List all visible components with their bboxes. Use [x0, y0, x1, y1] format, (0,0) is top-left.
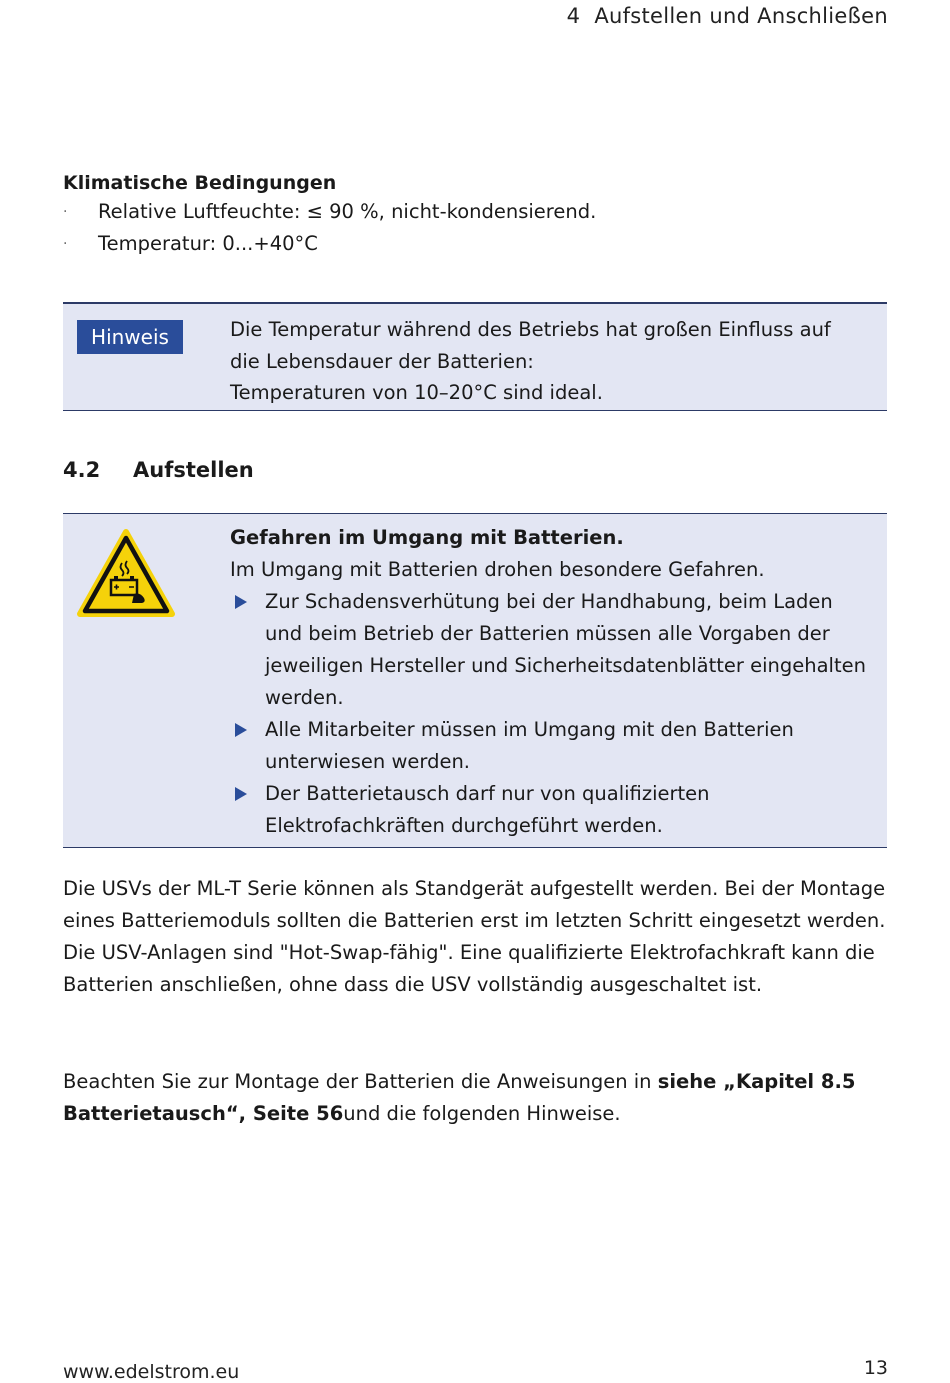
paragraph-text: Beachten Sie zur Montage der Batterien die Anweisungen in: [63, 1070, 658, 1093]
warning-title: Gefahren im Umgang mit Batterien.: [230, 526, 624, 549]
list-item-text: Zur Schadensverhütung bei der Handhabung, beim Laden und beim Betrieb der Batterien müssen alle Vorgaben der jeweiligen Hersteller und Sicherheitsdatenblätter eingehalten werden.: [265, 590, 866, 709]
list-item: [230, 586, 870, 714]
section-heading: [63, 458, 254, 482]
list-item-text: Relative Luftfeuchte: ≤ 90 %, nicht-kondensierend.: [98, 200, 597, 223]
warning-text: [230, 522, 870, 842]
arrow-bullet-icon: [235, 595, 247, 609]
list-item-text: Alle Mitarbeiter müssen im Umgang mit den Batterien unterwiesen werden.: [265, 718, 794, 773]
running-header: [567, 4, 888, 28]
note-line: Die Temperatur während des Betriebs hat großen Einfluss auf: [230, 318, 831, 341]
list-item-text: Der Batterietausch darf nur von qualifizierten Elektrofachkräften durchgeführt werden.: [265, 782, 710, 837]
note-text: [230, 314, 831, 409]
page-number: 13: [863, 1357, 888, 1379]
arrow-bullet-icon: [235, 787, 247, 801]
body-paragraph-reference: [63, 1066, 887, 1130]
cross-reference-link[interactable]: siehe „Kapitel 8.5 Batterietausch“, Seite 56: [63, 1070, 856, 1125]
note-badge: Hinweis: [77, 320, 183, 354]
body-paragraph: Die USVs der ML-T Serie können als Standgerät aufgestellt werden. Bei der Montage eines Batteriemoduls sollten die Batterien erst im letzten Schritt eingesetzt werden. Die USV-Anlagen sind "Hot-Swap-fähig". Eine qualifizierte Elektrofachkraft kann die Batterien anschließen, ohne dass die USV vollständig ausgeschaltet ist.: [63, 877, 886, 996]
climate-list: [63, 196, 887, 260]
list-item-text: Temperatur: 0...+40°C: [98, 232, 318, 255]
list-item: [63, 228, 887, 260]
arrow-bullet-icon: [235, 723, 247, 737]
list-item: [230, 714, 870, 778]
bullet-icon: ·: [63, 236, 68, 252]
climate-title: Klimatische Bedingungen: [63, 172, 337, 194]
note-line: die Lebensdauer der Batterien:: [230, 349, 534, 373]
note-line: Temperaturen von 10–20°C sind ideal.: [230, 381, 603, 404]
bullet-icon: ·: [63, 204, 68, 220]
note-box: [63, 302, 887, 411]
warning-intro: Im Umgang mit Batterien drohen besondere Gefahren.: [230, 558, 765, 581]
chapter-title: Aufstellen und Anschließen: [594, 4, 888, 28]
climate-conditions: [63, 172, 887, 260]
chapter-number: 4: [566, 4, 581, 28]
footer-url[interactable]: www.edelstrom.eu: [63, 1361, 240, 1383]
battery-hazard-warning-icon: [76, 528, 176, 618]
section-title: Aufstellen: [133, 458, 254, 482]
warning-list: [230, 586, 870, 842]
list-item: [230, 778, 870, 842]
warning-box: [63, 513, 887, 848]
list-item: [63, 196, 887, 228]
paragraph-text: und die folgenden Hinweise.: [343, 1102, 621, 1125]
section-number: 4.2: [63, 458, 101, 482]
